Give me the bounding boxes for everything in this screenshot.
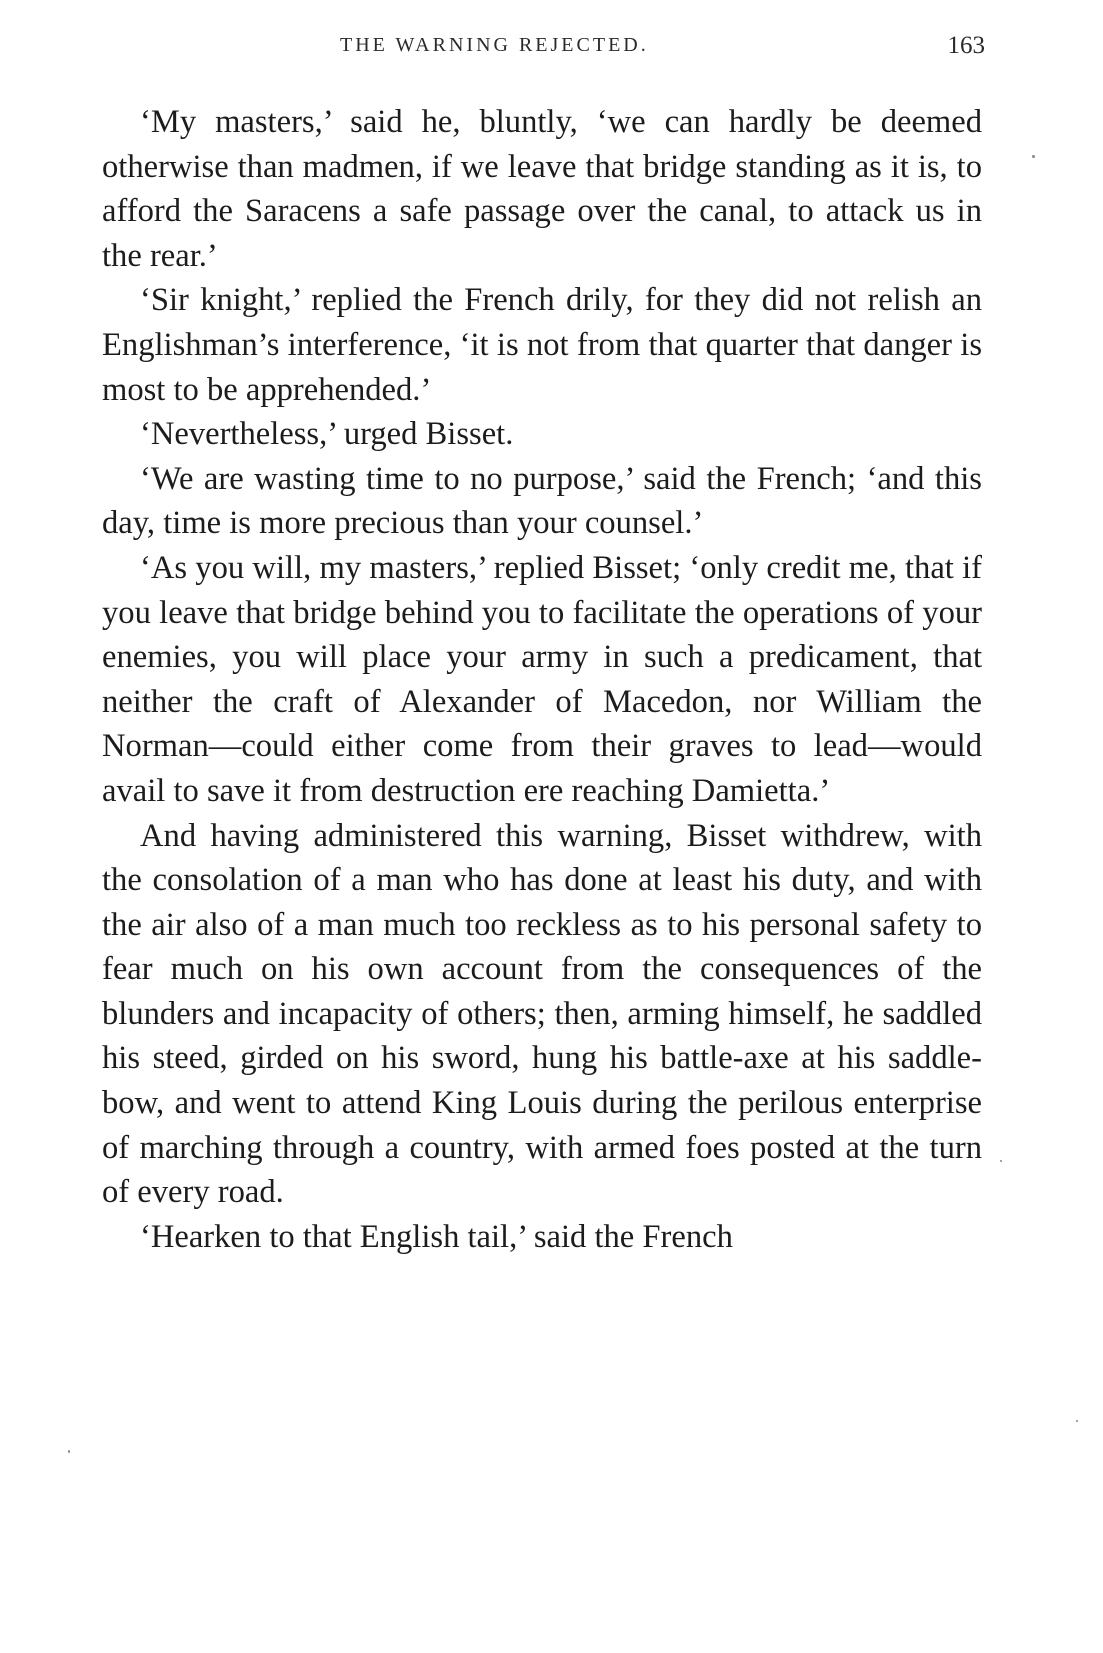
paragraph-1: ‘My masters,’ said he, bluntly, ‘we can hardly be deemed otherwise than madmen, if we leave that bridge standing as it is, to afford the Saracens a safe passage over the canal, to attack us in the rear.’ bbox=[102, 104, 982, 274]
running-title: THE WARNING REJECTED. bbox=[340, 34, 649, 56]
page-number: 163 bbox=[947, 32, 985, 59]
paragraph-5: ‘As you will, my masters,’ replied Bisset; ‘only credit me, that if you leave that bridge behind you to facilitate the operations of your enemies, you will place your army in such a predicament, that neither the craft of Alexander of Macedon, nor William the Norman—could either come from their graves to lead—would avail to save it from destruction ere reaching Damietta.’ bbox=[102, 549, 982, 809]
print-speck bbox=[1032, 155, 1035, 158]
print-speck bbox=[1076, 1420, 1078, 1422]
body-text bbox=[102, 100, 982, 1259]
paragraph-3: ‘Nevertheless,’ urged Bisset. bbox=[140, 416, 514, 453]
page-header bbox=[100, 34, 985, 74]
paragraph-4: ‘We are wasting time to no purpose,’ said the French; ‘and this day, time is more precious than your counsel.’ bbox=[102, 460, 982, 542]
paragraph-6: And having administered this warning, Bisset withdrew, with the consolation of a man who has done at least his duty, and with the air also of a man much too reckless as to his personal safety to fear much on his own account from the consequences of the blunders and incapacity of others; then, arming himself, he saddled his steed, girded on his sword, hung his battle-axe at his saddle-bow, and went to attend King Louis during the perilous enterprise of marching through a country, with armed foes posted at the turn of every road. bbox=[102, 817, 982, 1211]
print-speck bbox=[1000, 1160, 1002, 1162]
print-speck bbox=[68, 1450, 70, 1453]
paragraph-7: ‘Hearken to that English tail,’ said the French bbox=[140, 1218, 733, 1255]
paragraph-2: ‘Sir knight,’ replied the French drily, for they did not relish an Englishman’s interference, ‘it is not from that quarter that danger is most to be apprehended.’ bbox=[102, 282, 982, 408]
